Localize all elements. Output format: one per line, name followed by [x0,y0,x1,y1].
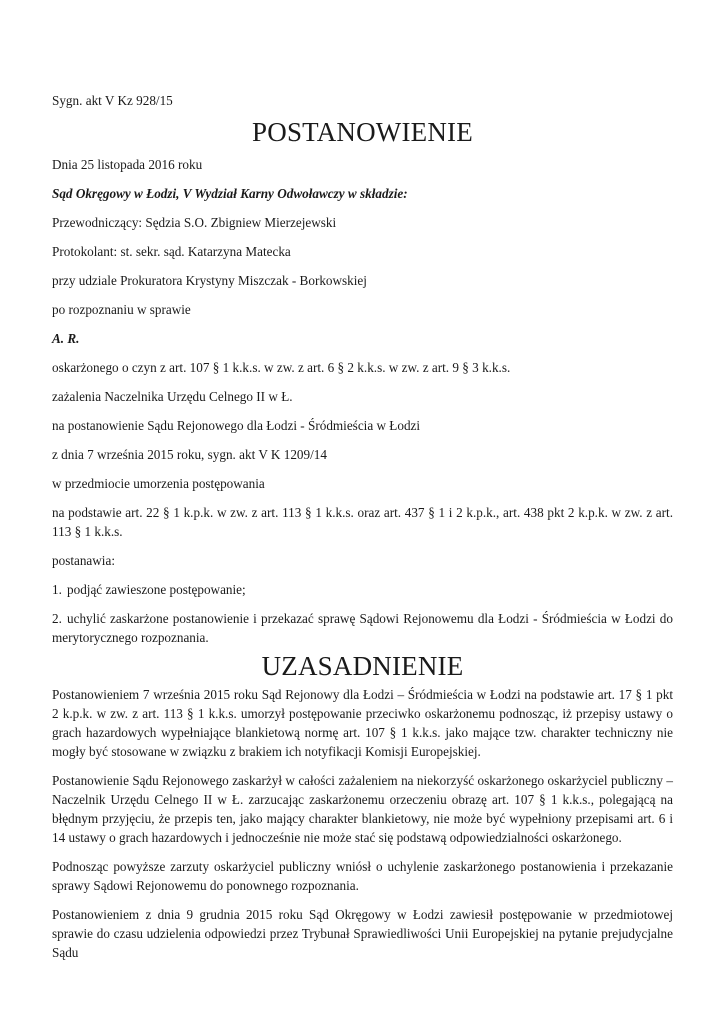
defendant-name: A. R. [52,331,80,346]
justification-paragraph: Postanowieniem z dnia 9 grudnia 2015 roku Sąd Okręgowy w Łodzi zawiesił postępowanie w przedmiotowej sprawie do czasu udzielenia odpowiedzi przez Trybunał Sprawiedliwości Unii Europejskiej na pytanie prejudycjalne Sądu [52,907,673,960]
ruling-text: podjąć zawieszone postępowanie; [67,582,246,597]
justification-title: UZASADNIENIE [261,651,464,681]
justification-paragraph: Postanowienie Sądu Rejonowego zaskarżył w całości zażaleniem na niekorzyść oskarżonego oskarżyciel publiczny – Naczelnik Urzędu Celnego II w Ł. zarzucając zaskarżonemu orzeczeniu obrazę art. 107 § 1 k.k.s., polegającą na błędnym przyjęciu, że przepis ten, jako mający charakter blankietowy, nie może być wypełniony przepisami art. 6 i 14 ustawy o grach hazardowych i jednocześnie nie może stać się podstawą odpowiedzialności oskarżonego. [52,773,673,845]
ruling-date: Dnia 25 listopada 2016 roku [52,157,203,172]
ruling-item [52,580,673,599]
contested-decision: na postanowienie Sądu Rejonowego dla Łodzi - Śródmieścia w Łodzi [52,418,421,433]
charge-text: oskarżonego o czyn z art. 107 § 1 k.k.s. w zw. z art. 6 § 2 k.k.s. w zw. z art. 9 § 3 k.k.s. [52,360,511,375]
contested-decision-date: z dnia 7 września 2015 roku, sygn. akt V K 1209/14 [52,447,327,462]
justification-paragraph: Postanowieniem 7 września 2015 roku Sąd Rejonowy dla Łodzi – Śródmieścia w Łodzi na podstawie art. 17 § 1 pkt 2 k.p.k. w zw. z art. 113 § 1 k.k.s. umorzył postępowanie przeciwko oskarżonemu podnosząc, iż przepisy ustawy o grach hazardowych wypełniające blankietową normę art. 107 § 1 k.k.s. jako mające tzw. charakter techniczny nie mogły być stosowane w związku z brakiem ich notyfikacji Komisji Europejskiej. [52,687,673,759]
ruling-number: 2. [52,611,62,626]
case-signature: Sygn. akt V Kz 928/15 [52,93,173,108]
justification-paragraph: Podnosząc powyższe zarzuty oskarżyciel publiczny wniósł o uchylenie zaskarżonego postanowienia i przekazanie sprawy Sądowi Rejonowemu do ponownego rozpoznania. [52,859,673,893]
after-hearing-text: po rozpoznaniu w sprawie [52,302,191,317]
decides-label: postanawia: [52,553,115,568]
ruling-number: 1. [52,582,62,597]
prosecutor: przy udziale Prokuratora Krystyny Miszczak - Borkowskiej [52,273,367,288]
document-page [52,0,673,962]
court-clerk: Protokolant: st. sekr. sąd. Katarzyna Matecka [52,244,291,259]
ruling-item [52,609,673,647]
legal-basis: na podstawie art. 22 § 1 k.p.k. w zw. z art. 113 § 1 k.k.s. oraz art. 437 § 1 i 2 k.p.k., art. 438 pkt 2 k.p.k. w zw. z art. 113 § 1 k.k.s. [52,505,673,539]
appeal-text: zażalenia Naczelnika Urzędu Celnego II w Ł. [52,389,293,404]
subject-matter: w przedmiocie umorzenia postępowania [52,476,265,491]
presiding-judge: Przewodniczący: Sędzia S.O. Zbigniew Mierzejewski [52,215,337,230]
court-composition: Sąd Okręgowy w Łodzi, V Wydział Karny Odwoławczy w składzie: [52,186,408,201]
document-title: POSTANOWIENIE [252,117,473,147]
ruling-text: uchylić zaskarżone postanowienie i przekazać sprawę Sądowi Rejonowemu dla Łodzi - Śródmieścia w Łodzi do merytorycznego rozpoznania. [52,611,673,645]
